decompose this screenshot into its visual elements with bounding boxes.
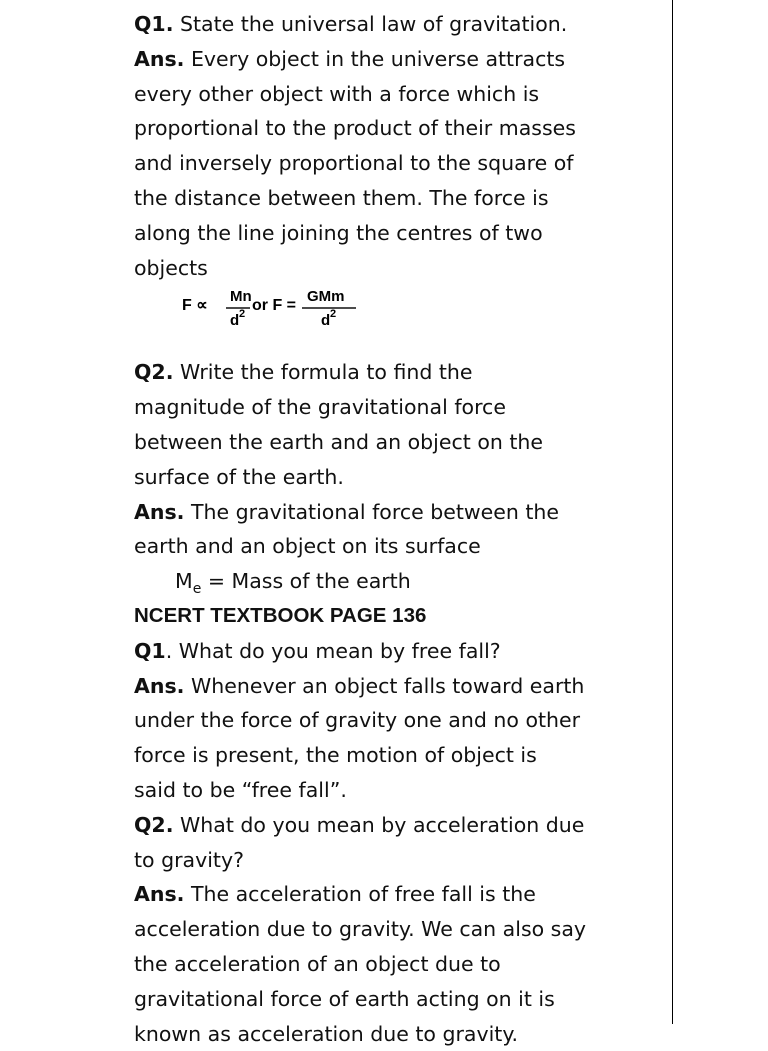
mass-definition [134,564,670,599]
line-text: The acceleration of free fall is the [184,882,536,907]
line-text: . What do you mean by free fall? [165,638,501,663]
line-text: Whenever an object falls toward earth [184,673,585,698]
line-text: Every object in the universe attracts [184,46,566,71]
question-label: Q2. [134,360,174,385]
line-text: What do you mean by acceleration due [173,812,585,837]
text-line: along the line joining the centres of two [134,220,543,245]
formula-middle: or F = [252,297,297,315]
mass-symbol: M [175,569,193,594]
text-line: to gravity? [134,847,244,872]
formula-numerator-1: Mn [230,288,252,306]
section-heading: NCERT TEXTBOOK PAGE 136 [134,603,427,627]
text-line: known as acceleration due to gravity. [134,1021,519,1046]
text-line [134,42,670,77]
text-line [134,877,670,912]
text-line: under the force of gravity one and no other [134,708,581,733]
text-line: force is present, the motion of object is [134,743,537,768]
line-text: State the universal law of gravitation. [173,12,568,36]
mass-subscript: e [192,581,202,598]
text-line: objects [134,255,208,280]
question-label: Q2. [134,812,174,837]
text-line: magnitude of the gravitational force [134,395,506,420]
formula-denominator-1: d [230,312,240,330]
mass-definition-text: = Mass of the earth [201,569,411,594]
gravitation-formula [134,285,670,355]
text-line: earth and an object on its surface [134,534,481,559]
formula-exponent-2: 2 [330,308,337,321]
answer-label: Ans. [134,673,185,698]
text-line [134,355,670,390]
text-line: surface of the earth. [134,464,344,489]
text-line: the acceleration of an object due to [134,951,501,976]
formula-denominator-2: d [321,312,331,330]
answer-label: Ans. [134,46,185,71]
formula-numerator-2: GMm [307,288,345,306]
question-label: Q1. [134,12,174,36]
page-edge-line [672,0,673,1024]
text-line [134,634,670,669]
formula-exponent-1: 2 [239,308,246,321]
question-label: Q1 [134,638,166,663]
text-line [134,808,670,843]
answer-label: Ans. [134,499,185,524]
text-line: every other object with a force which is [134,81,540,106]
answer-label: Ans. [134,882,185,907]
line-text: Write the formula to find the [173,360,473,385]
text-line: the distance between them. The force is [134,185,549,210]
formula-graphic [174,281,414,341]
text-line: and inversely proportional to the square of [134,151,574,176]
text-line: acceleration due to gravity. We can also say [134,917,587,942]
text-line [134,495,670,530]
text-line: proportional to the product of their masses [134,116,576,141]
text-line [134,7,670,42]
text-line [134,669,670,704]
document-body [134,7,670,1051]
line-text: The gravitational force between the [184,499,560,524]
text-line: gravitational force of earth acting on it is [134,986,555,1011]
text-line: said to be “free fall”. [134,777,347,802]
formula-lhs: F ∝ [182,297,208,315]
text-line: between the earth and an object on the [134,429,544,454]
